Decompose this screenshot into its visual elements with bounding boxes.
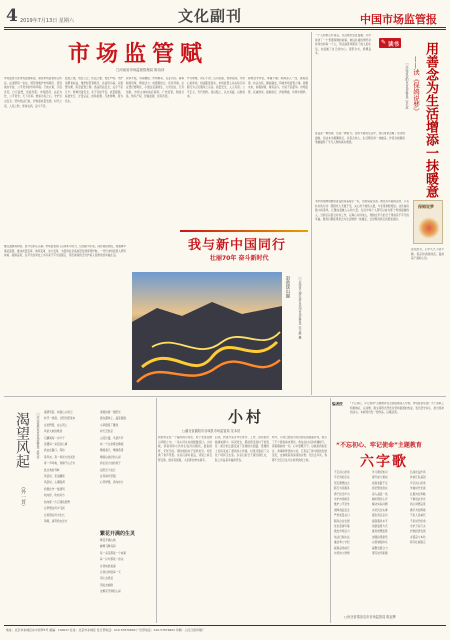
banner-headline: 我与新中国同行 [188, 238, 287, 253]
song-title: 六字歌 [360, 454, 408, 470]
date-line: 2019年7月13日 星期六 [20, 18, 74, 24]
review-body-top: 善良是一种选择，也是一种能力。在快节奏的生活中，我们常常忽略了身边的温暖，而这本书提醒我们，以善念待人，生活便会添一抹暖意。作者以细腻的笔触描绘了平凡人物的真实情感。 [315, 132, 405, 145]
song-verse-col3: 弘扬优良作风 传承红色基因 牢记初心使命 争做时代先锋 扎根岗位奉献 干事创业争先 同心同德奋进 携手共创辉煌 不负人民重托 不负时代使命 守护万家灯火 护航经济发展 永葆奋斗本色 续写壮丽篇章 [410, 471, 426, 545]
book-review [313, 32, 446, 395]
song-theme: “不忘初心、牢记使命”主题教育 [336, 442, 422, 449]
photo-caption: □云南省大理白族自治州市场监管局 朱文静 摄 [298, 276, 302, 339]
section-divider [4, 396, 446, 397]
book-cover-title: 保姆说梦 [418, 204, 434, 209]
newspaper-logo: 中国市场监管报 [360, 13, 437, 26]
page-number: 4 [6, 6, 18, 26]
review-body-side: 读完此书，心中久久不能平静。善意如涓涓细流，滋润着干涸的心田。 [411, 248, 444, 261]
story-body-col1: 我的老家在一个偏远的小村庄，村子坐落在群山环抱之中，一条小河从村前缓缓流过。小时候，我常常和小伙伴们在河边嬉戏，捉鱼摸虾，无忧无虑。那时候的村子虽然贫穷，却充满了欢声笑语。乡亲们淳朴善良，邻里之间互帮互助，谁家有困难，大家都会伸出援手。 [158, 436, 212, 462]
sidebar-divider [311, 32, 312, 395]
feature-title: 市场监管赋 [68, 41, 209, 67]
poem-second-title: 繁花开满的生灵 [100, 531, 136, 537]
banner-ribbon [180, 230, 308, 232]
photo-title: 彩带绕山巅 [285, 276, 290, 298]
section-title: 文化副刊 [178, 7, 243, 25]
footer-rule [4, 625, 446, 626]
masthead-rule-thin [4, 29, 446, 30]
feature-byline: □河南省市场监督管理局 陈诗泽 [116, 68, 165, 72]
review-subtitle: ——读《保姆说梦》 [412, 56, 420, 115]
poem-byline: □河北省邢台市市场监管局 谷军芳 [36, 412, 40, 459]
feature-article [4, 33, 309, 247]
poem-stanza-2: 清晨的第一缕阳光 洒在露珠上，晶莹剔透 小草挺直了腰身 向天空致意 山花烂漫，鸟语声声 每一个生命都在歌唱 歌唱春天，歌唱希望 歌唱这美好的人间 我们是大地的孩子 在阳光下成长 在风雨中坚强 心怀梦想，奔向远方 [100, 411, 126, 485]
song-block [332, 398, 446, 623]
story-block [158, 398, 328, 623]
song-verse-col2: 学习理论知识 提升能力素质 找准差距不足 抓好整改落实 深入基层一线 倾听群众心声 解决实际问题 办好民生实事 强化责任意识 提高服务水平 创新监管方式 推进智慧监管 加强信用建设 完善制度体系 凝聚发展合力 谱写时代新篇 [372, 471, 388, 556]
song-verse-col1: 不忘初心使命 牢记党的宗旨 坚定理想信念 践行为民服务 勇于担当作为 守护市场秩序 维护公平竞争 保障食品安全 严把质量关口 服务企业发展 优化营商环境 激发市场活力 依法行政执法 廉洁奉公守纪 砥砺奋进前行 共筑伟大梦想 [334, 471, 350, 556]
story-title: 小村 [228, 408, 265, 426]
poem-stanza-1: 渴望风起，吹散心头的云 吹开一扇窗，让阳光照进来 在田野里，在山冈上 风是大地的歌者 它翻阅每一片叶子 读懂每一朵花的心事 我站在路口，等待 等风来，等一场远方的消息 等一声呼唤，穿越千山万水 抵达我的耳畔 风起时，麦浪翻滚 风起时，心潮澎湃 我愿化作一缕清风 吹向你，吹向远方 吹向那一片辽阔的原野 让梦想在风中飞扬 让希望在风中生长 风啊，请带我去远方 [44, 411, 76, 523]
story-body-col3: 如今，小村已经成为远近闻名的美丽乡村，吸引了不少游客前来观光。我站在村头的老槐树下，望着眼前的一切，心中感慨万千。这就是我的家乡，我魂牵梦绕的小村，它见证了新中国的发展变化，也承载着我深深的乡愁。无论走多远，我都不会忘记这片生我养我的土地。 [272, 436, 327, 462]
song-byline: □河北省秦皇岛市市场监管局 陈业辉 [344, 615, 396, 619]
reading-badge-label: 读书 [388, 41, 400, 48]
review-body-main: 书中的保姆用她的善良感染着雇主一家，也感染着读者。她没有华丽的言辞，只有朴实的行动：照顾老人无微不至，关心孩子细致入微，与邻里和睦相处。这些看似微小的善举，汇聚成温暖人心的力量。生活中每个人都可以成为那个传递温暖的人。当我们以善念对待工作，以真心对待他人，便能在平凡的日子里收获不平凡的幸福。愿我们都能用善念为生活增添一抹暖意，让世界因我们而更加美好。 [315, 200, 409, 222]
editor-note: “不忘初心、牢记使命”主题教育在全国各地深入开展。市场监管系统广大干部职工积极响应，以诗歌、散文等形式抒发对党和祖国的热爱，表达坚守初心、担当使命的决心。本版特刊发一组作品，以飨读者。 [350, 402, 444, 415]
song-divider-left [330, 398, 331, 623]
feature-body-col3: 改革开放，风雨兼程；市场繁荣，百业兴旺。商事制度改革，释放活力；放管服结合，优化环境。企业登记便利化，小微企业蓬勃生，大众创业，万众创新，市场主体如雨后春笋。广告监管，网络交易，知识产权，价格监督，皆有所依。 [126, 77, 184, 99]
story-divider-left [156, 398, 157, 623]
feature-body-col4: 岁月如歌，初心不改；山河壮丽，使命在前。守初心担使命，找差距抓落实，市场监管人以实际行动践行为人民服务之宗旨。质量安全，人人有责；公平正义，代代相传。是以赋之，以志其盛，以励将来。 [187, 77, 245, 99]
masthead-rule [4, 27, 446, 28]
review-title: 用善念为生活增添一抹暖意 [423, 42, 438, 198]
photo-block [132, 272, 309, 390]
reading-badge [379, 38, 401, 48]
review-byline: □河南省安阳市市场监管局 宋长波 [405, 62, 409, 109]
masthead [0, 0, 450, 30]
banner-subline: 壮丽70年 奋斗新时代 [210, 255, 269, 262]
feature-body-col1: 市场监管行使市场监管职能，承担市场监管综合执法、反垄断统一执法、规范和维护市场秩序，营造诚实守信、公平竞争的市场环境。天地玄黄，宇宙洪荒，日月盈昃，辰宿列张；市场经济，法治为先，公平竞争，天下共享。秉承为民之心，守护舌尖安全；坚持依法行政，护航高质量发展。时代之需，人民之盼，使命在肩，奋斗不息。 [4, 77, 62, 108]
story-body-col2: 后来，我离开家乡外出求学、工作，回村的次数越来越少。每次回去，都能感受到村子的变化：泥泞的土路变成了宽阔的水泥路，低矮的土坯房变成了漂亮的小洋楼，村里还建起了文化广场和卫生室。乡亲们的日子越过越红火，脸上洋溢着幸福的笑容。 [215, 436, 269, 462]
poem-title: 渴望风起 [14, 412, 30, 468]
anniversary-banner [180, 230, 308, 270]
poem-stanza-3: 繁花开满山坡 蜂蝶飞舞其间 每一朵花都是一个故事 每一片叶都是一首诗 生命如此美丽 让我们珍惜每一天 用心去感受 用爱去拥抱 这繁花开满的人间 [100, 539, 126, 594]
story-byline: □湖北省襄阳市谷城县市场监管局 龙本初 [182, 429, 241, 433]
sidebar-column-text: 一个人如果心怀善意，生活便会处处温暖。书中讲述了一个普通保姆的故事，她以朴素的情怀对待身边的每一个人，用点滴善举照亮了他人的生活，也温暖了自己的内心。读罢全书，感慨良多。 [315, 34, 371, 56]
poem-block [4, 398, 154, 623]
poem-subtitle: （外一首） [20, 484, 26, 509]
mountain-road-photo [132, 272, 282, 390]
footer-info: 地址：北京市东城区东中街甲5号 邮编：100027 社址：北京市东城区 发行部电话：010-57876800 广告部电话：010-57876802 印刷：人民日报印刷厂 [6, 628, 205, 632]
book-cover [413, 200, 443, 244]
feature-body-col5: 抑或坚守岗位，寒暑不辍；抑或深入一线，排查隐患。执法为民，勤政廉洁，铸就市场监管之魂。放眼未来，前程似锦，唯有奋斗，方能不负韶华。市场监管，任重道远，砥砺前行，再创辉煌，共筑中国梦。 [248, 77, 308, 94]
feature-body-col2: 监管之道，贵在公正；执法之要，贵在严明。守护消费者权益，维护经营者秩序，以信用为基，以智慧为翼，织密监管之网。食品药品安全，关乎千家万户；特种设备安全，系于百姓平安。质量强国，标准先行，计量认证，检验检测，凡此种种，皆为民生。 [65, 77, 123, 103]
feature-tail-col1: 雄关漫道真如铁，而今迈步从头越。市场监管部门以改革为动力，以创新为引领，深化简政放权，加强事中事后监管，推动质量变革、效率变革、动力变革，为经济社会高质量发展保驾护航。一代代市场监管人栉风沐雨、砥砺奋进，在平凡的岗位上书写着不平凡的篇章，用忠诚和担当守护着人民群众的幸福生活。 [4, 245, 126, 258]
book-icon: ✎ [381, 39, 387, 46]
flower-illustration [418, 217, 440, 239]
editor-note-label: 编者按 [332, 402, 343, 406]
